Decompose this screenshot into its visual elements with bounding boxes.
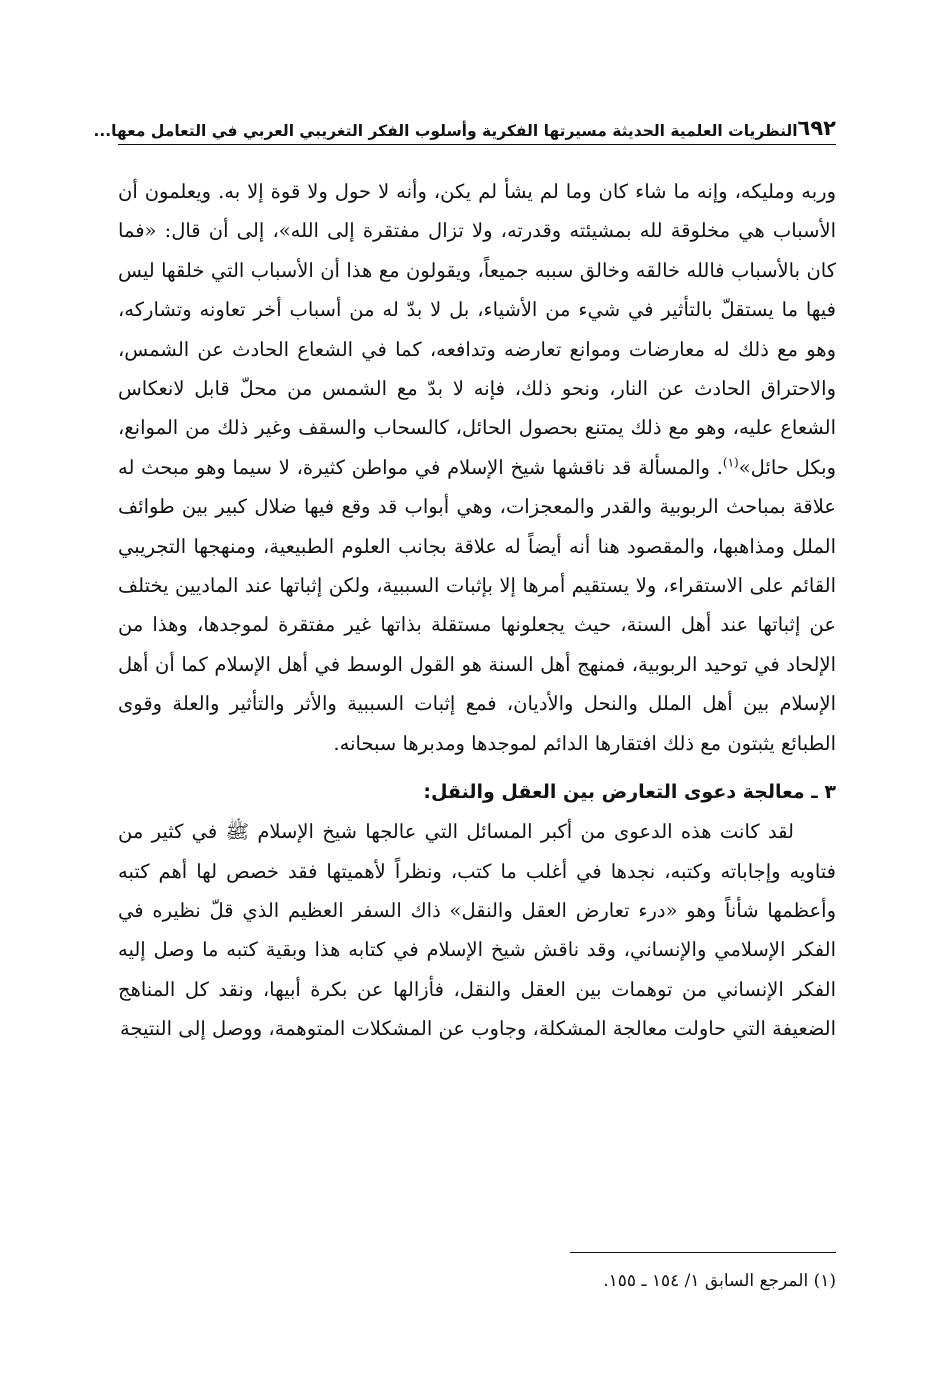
footnote-marker: (١) [813, 1271, 836, 1291]
running-header [93, 108, 836, 145]
paragraph [118, 172, 836, 763]
page-number: ٦٩٢ [797, 116, 836, 140]
section-heading: ٣ ـ معالجة دعوى التعارض بين العقل والنقل: [423, 781, 836, 804]
running-header-title: النظريات العلمية الحديثة مسيرتها الفكرية وأسلوب الفكر التغريبي العربي في التعامل معها... [93, 122, 798, 140]
body-text [118, 172, 836, 1049]
paragraph-text: وربه ومليكه، وإنه ما شاء كان وما لم يشأ لم يكن، وأنه لا حول ولا قوة إلا به. ويعلمون أن الأسباب هي مخلوقة لله بمشيئته وقدرته، ولا تزال مفتقرة إلى الله»، إلى أن قال: «فما كان بالأسباب فالله خالقه وخالق سببه جميعاً، ويقولون مع هذا أن الأسباب التي خلقها ليس فيها ما يستقلّ بالتأثير في شيء من الأشياء، بل لا بدّ له من أسباب أخر تعاونه وتشاركه، وهو مع ذلك له معارضات وموانع تعارضه وتدافعه، كما في الشعاع الحادث عن الشمس، والاحتراق الحادث عن النار، ونحو ذلك، فإنه لا بدّ مع الشمس من محلّ قابل لانعكاس الشعاع عليه، وهو مع ذلك يمتنع بحصول الحائل، كالسحاب والسقف وغير ذلك من الموانع، وبكل حائل» [118, 180, 837, 479]
footnote [400, 1268, 836, 1294]
footnote-text: المرجع السابق ١/ ١٥٤ ـ ١٥٥. [603, 1271, 809, 1291]
paragraph: لقد كانت هذه الدعوى من أكبر المسائل التي عالجها شيخ الإسلام ﷺ في كثير من فتاويه وإجاباته وكتبه، نجدها في أغلب ما كتب، ونظراً لأهميتها فقد خصص لها أهم كتبه وأعظمها شأناً وهو «درء تعارض العقل والنقل» ذاك السفر العظيم الذي قلّ نظيره في الفكر الإسلامي والإنساني، وقد ناقش شيخ الإسلام في كتابه هذا وبقية كتبه ما وصل إليه الفكر الإنساني من توهمات بين العقل والنقل، فأزالها عن بكرة أبيها، ونقد كل المناهج الضعيفة التي حاولت معالجة المشكلة، وجاوب عن المشكلات المتوهمة، ووصل إلى النتيجة [118, 820, 836, 1041]
footnote-reference: (١) [722, 455, 739, 470]
footnote-divider [570, 1252, 836, 1253]
paragraph-text: . والمسألة قد ناقشها شيخ الإسلام في مواطن كثيرة، لا سيما وهو مبحث له علاقة بمباحث الربوبية والقدر والمعجزات، وهي أبواب قد وقع فيها ضلال كبير بين طوائف الملل ومذاهبها، والمقصود هنا أنه أيضاً له علاقة بجانب العلوم الطبيعية، ومنهجها التجريبي القائم على الاستقراء، ولا يستقيم أمرها إلا بإثبات السببية، ولكن إثباتها عند الماديين يختلف عن إثباتها عند أهل السنة، حيث يجعلونها مستقلة بذاتها غير مفتقرة لموجدها، وهذا من الإلحاد في توحيد الربوبية، فمنهج أهل السنة هو القول الوسط في أهل الإسلام كما أن أهل الإسلام بين أهل الملل والنحل والأديان، فمع إثبات السببية والأثر والتأثير والعلة وقوى الطبائع يثبتون مع ذلك افتقارها الدائم لموجدها ومدبرها سبحانه. [118, 455, 836, 755]
